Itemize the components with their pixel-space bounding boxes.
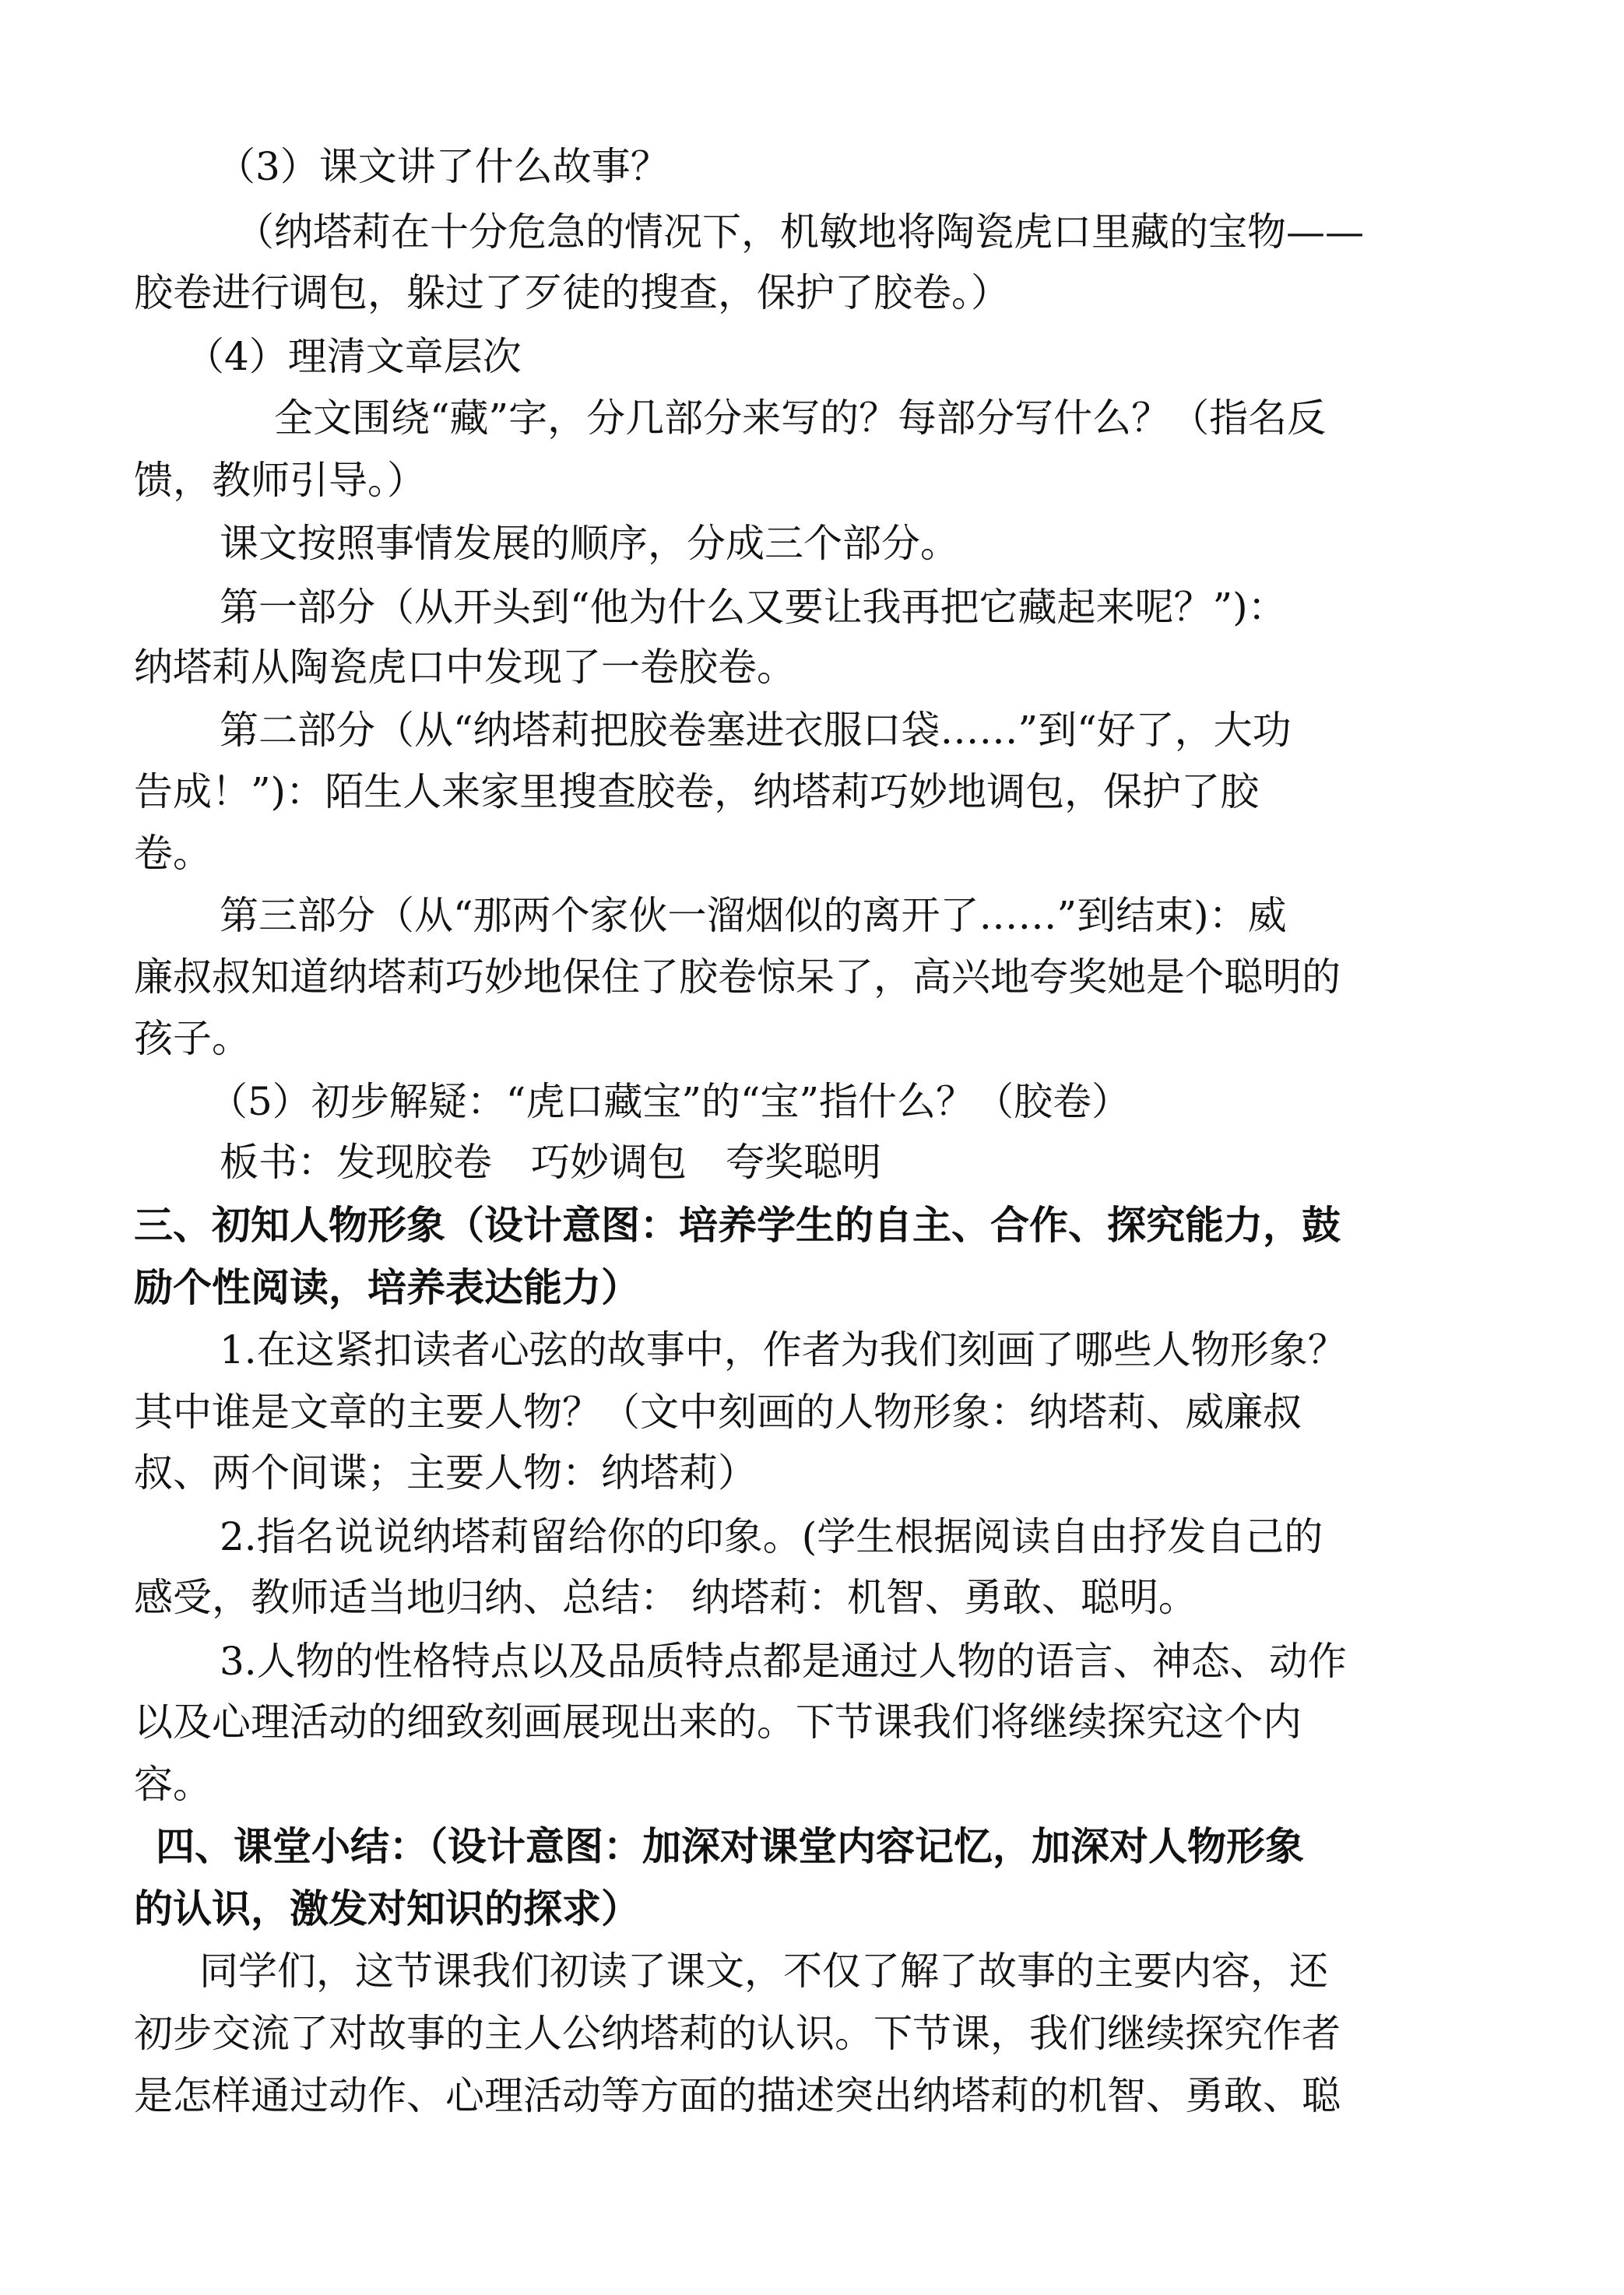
text-line: 纳塔莉从陶瓷虎口中发现了一卷胶卷。 [134, 645, 796, 690]
text-line: 第一部分（从开头到“他为什么又要让我再把它藏起来呢？”)： [220, 585, 1287, 630]
text-line: 板书：发现胶卷 巧妙调包 夸奖聪明 [220, 1140, 881, 1185]
text-line: 廉叔叔知道纳塔莉巧妙地保住了胶卷惊呆了，高兴地夸奖她是个聪明的 [134, 954, 1341, 1000]
text-line: 初步交流了对故事的主人公纳塔莉的认识。下节课，我们继续探究作者 [134, 2011, 1341, 2056]
text-line: 第二部分（从“纳塔莉把胶卷塞进衣服口袋……”到“好了，大功 [220, 708, 1292, 753]
text-line: 以及心理活动的细致刻画展现出来的。下节课我们将继续探究这个内 [134, 1699, 1302, 1745]
section-heading: 三、初知人物形象（设计意图：培养学生的自主、合作、探究能力，鼓 [134, 1202, 1341, 1248]
section-heading: 的认识，激发对知识的探求） [134, 1886, 640, 1931]
text-line: 孩子。 [134, 1016, 251, 1061]
text-line: 同学们，这节课我们初读了课文，不仅了解了故事的主要内容，还 [199, 1949, 1328, 1994]
text-line: （5）初步解疑：“虎口藏宝”的“宝”指什么？（胶卷） [209, 1079, 1131, 1124]
text-line: 叔、两个间谍；主要人物：纳塔莉） [134, 1450, 757, 1495]
text-line: 1.在这紧扣读者心弦的故事中，作者为我们刻画了哪些人物形象？ [220, 1327, 1347, 1372]
section-heading: 四、课堂小结：（设计意图：加深对课堂内容记忆，加深对人物形象 [156, 1823, 1304, 1869]
text-line: （纳塔莉在十分危急的情况下，机敏地将陶瓷虎口里藏的宝物—— [235, 209, 1364, 255]
text-line: 告成！”)：陌生人来家里搜查胶卷，纳塔莉巧妙地调包，保护了胶 [134, 769, 1260, 814]
text-line: 其中谁是文章的主要人物？（文中刻画的人物形象：纳塔莉、威廉叔 [134, 1390, 1302, 1435]
section-heading: 励个性阅读，培养表达能力） [134, 1264, 640, 1310]
text-line: 是怎样通过动作、心理活动等方面的描述突出纳塔莉的机智、勇敢、聪 [134, 2073, 1341, 2118]
text-line: 全文围绕“藏”字，分几部分来写的？每部分写什么？（指名反 [274, 395, 1327, 441]
text-line: 2.指名说说纳塔莉留给你的印象。(学生根据阅读自由抒发自己的 [220, 1514, 1323, 1559]
text-line: 感受，教师适当地归纳、总结： 纳塔莉：机智、勇敢、聪明。 [134, 1575, 1197, 1620]
text-line: （4）理清文章层次 [185, 334, 522, 379]
text-line: 胶卷进行调包，躲过了歹徒的搜查，保护了胶卷。） [134, 270, 1010, 315]
text-line: 3.人物的性格特点以及品质特点都是通过人物的语言、神态、动作 [220, 1639, 1347, 1684]
text-line: 课文按照事情发展的顺序，分成三个部分。 [220, 521, 959, 566]
text-line: 容。 [134, 1762, 212, 1807]
text-line: （3）课文讲了什么故事？ [216, 144, 670, 189]
text-line: 馈，教师引导。） [134, 458, 426, 503]
text-line: 卷。 [134, 831, 212, 876]
text-line: 第三部分（从“那两个家伙一溜烟似的离开了……”到结束)：威 [220, 893, 1287, 938]
